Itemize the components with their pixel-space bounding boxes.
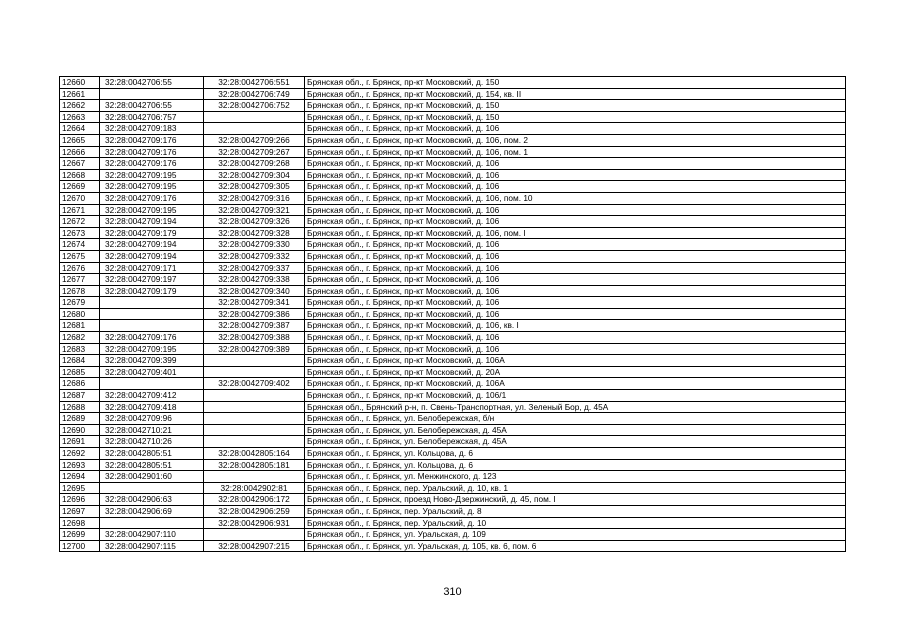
table-row xyxy=(60,239,846,251)
table-row xyxy=(60,471,846,483)
object-number-cell: 32:28:0042709:340 xyxy=(204,285,305,297)
object-number-cell: 32:28:0042805:164 xyxy=(204,448,305,460)
cadastral-number-cell: 32:28:0042906:63 xyxy=(100,494,204,506)
address-cell: Брянская обл., г. Брянск, пр-кт Московский, д. 106, пом. 10 xyxy=(305,192,846,204)
address-cell: Брянская обл., г. Брянск, пер. Уральский, д. 8 xyxy=(305,505,846,517)
row-number-cell: 12697 xyxy=(60,505,100,517)
object-number-cell: 32:28:0042709:386 xyxy=(204,308,305,320)
object-number-cell: 32:28:0042709:326 xyxy=(204,216,305,228)
table-row xyxy=(60,343,846,355)
cadastral-number-cell: 32:28:0042709:194 xyxy=(100,250,204,262)
row-number-cell: 12699 xyxy=(60,529,100,541)
cadastral-number-cell: 32:28:0042709:179 xyxy=(100,227,204,239)
row-number-cell: 12679 xyxy=(60,297,100,309)
table-row xyxy=(60,285,846,297)
cadastral-number-cell: 32:28:0042709:401 xyxy=(100,366,204,378)
row-number-cell: 12682 xyxy=(60,332,100,344)
cadastral-number-cell: 32:28:0042709:183 xyxy=(100,123,204,135)
object-number-cell: 32:28:0042709:268 xyxy=(204,158,305,170)
cadastral-number-cell: 32:28:0042709:176 xyxy=(100,332,204,344)
row-number-cell: 12661 xyxy=(60,88,100,100)
table-row xyxy=(60,216,846,228)
row-number-cell: 12671 xyxy=(60,204,100,216)
object-number-cell: 32:28:0042709:328 xyxy=(204,227,305,239)
table-row xyxy=(60,529,846,541)
object-number-cell: 32:28:0042709:387 xyxy=(204,320,305,332)
table-row xyxy=(60,540,846,552)
cadastral-number-cell: 32:28:0042709:399 xyxy=(100,355,204,367)
row-number-cell: 12675 xyxy=(60,250,100,262)
row-number-cell: 12689 xyxy=(60,413,100,425)
row-number-cell: 12691 xyxy=(60,436,100,448)
address-cell: Брянская обл., г. Брянск, пр-кт Московский, д. 106А xyxy=(305,378,846,390)
cadastral-number-cell: 32:28:0042901:60 xyxy=(100,471,204,483)
address-cell: Брянская обл., г. Брянск, ул. Белобережская, д. 45А xyxy=(305,436,846,448)
object-number-cell: 32:28:0042906:172 xyxy=(204,494,305,506)
object-number-cell: 32:28:0042709:316 xyxy=(204,192,305,204)
cadastral-number-cell: 32:28:0042709:176 xyxy=(100,158,204,170)
table-row xyxy=(60,355,846,367)
address-cell: Брянская обл., г. Брянск, пр-кт Московский, д. 106 xyxy=(305,169,846,181)
table-row xyxy=(60,134,846,146)
cadastral-number-cell: 32:28:0042709:194 xyxy=(100,239,204,251)
address-cell: Брянская обл., г. Брянск, пр-кт Московский, д. 106 xyxy=(305,343,846,355)
cadastral-number-cell xyxy=(100,297,204,309)
table-row xyxy=(60,378,846,390)
table-row xyxy=(60,424,846,436)
table-row xyxy=(60,320,846,332)
address-cell: Брянская обл., г. Брянск, проезд Ново-Дзержинский, д. 45, пом. I xyxy=(305,494,846,506)
address-cell: Брянская обл., г. Брянск, ул. Белобережская, б/н xyxy=(305,413,846,425)
row-number-cell: 12683 xyxy=(60,343,100,355)
cadastral-number-cell xyxy=(100,88,204,100)
row-number-cell: 12677 xyxy=(60,274,100,286)
row-number-cell: 12698 xyxy=(60,517,100,529)
cadastral-number-cell: 32:28:0042710:21 xyxy=(100,424,204,436)
object-number-cell: 32:28:0042709:338 xyxy=(204,274,305,286)
object-number-cell: 32:28:0042709:305 xyxy=(204,181,305,193)
table-row xyxy=(60,158,846,170)
cadastral-number-cell: 32:28:0042709:195 xyxy=(100,169,204,181)
object-number-cell xyxy=(204,471,305,483)
table-row xyxy=(60,227,846,239)
address-cell: Брянская обл., г. Брянск, ул. Уральская, д. 109 xyxy=(305,529,846,541)
table-row xyxy=(60,274,846,286)
address-cell: Брянская обл., г. Брянск, ул. Уральская, д. 105, кв. 6, пом. 6 xyxy=(305,540,846,552)
cadastral-number-cell: 32:28:0042907:115 xyxy=(100,540,204,552)
row-number-cell: 12696 xyxy=(60,494,100,506)
object-number-cell: 32:28:0042706:752 xyxy=(204,100,305,112)
address-cell: Брянская обл., г. Брянск, пр-кт Московский, д. 106А xyxy=(305,355,846,367)
address-cell: Брянская обл., г. Брянск, пр-кт Московский, д. 106 xyxy=(305,308,846,320)
row-number-cell: 12676 xyxy=(60,262,100,274)
cadastral-number-cell: 32:28:0042709:412 xyxy=(100,390,204,402)
table-row xyxy=(60,146,846,158)
address-cell: Брянская обл., г. Брянск, пр-кт Московский, д. 20А xyxy=(305,366,846,378)
row-number-cell: 12662 xyxy=(60,100,100,112)
row-number-cell: 12665 xyxy=(60,134,100,146)
row-number-cell: 12669 xyxy=(60,181,100,193)
address-cell: Брянская обл., г. Брянск, пр-кт Московский, д. 106 xyxy=(305,250,846,262)
object-number-cell: 32:28:0042906:931 xyxy=(204,517,305,529)
row-number-cell: 12667 xyxy=(60,158,100,170)
address-cell: Брянская обл., г. Брянск, пр-кт Московский, д. 106 xyxy=(305,239,846,251)
row-number-cell: 12692 xyxy=(60,448,100,460)
row-number-cell: 12664 xyxy=(60,123,100,135)
row-number-cell: 12687 xyxy=(60,390,100,402)
address-cell: Брянская обл., г. Брянск, пр-кт Московский, д. 106 xyxy=(305,262,846,274)
row-number-cell: 12686 xyxy=(60,378,100,390)
cadastral-number-cell xyxy=(100,517,204,529)
row-number-cell: 12674 xyxy=(60,239,100,251)
document-sheet xyxy=(59,76,846,552)
cadastral-number-cell xyxy=(100,308,204,320)
object-number-cell xyxy=(204,424,305,436)
cadastral-number-cell: 32:28:0042709:197 xyxy=(100,274,204,286)
object-number-cell: 32:28:0042709:330 xyxy=(204,239,305,251)
table-row xyxy=(60,366,846,378)
address-cell: Брянская обл., г. Брянск, пр-кт Московский, д. 150 xyxy=(305,111,846,123)
object-number-cell: 32:28:0042902:81 xyxy=(204,482,305,494)
object-number-cell xyxy=(204,355,305,367)
table-row xyxy=(60,262,846,274)
object-number-cell: 32:28:0042709:337 xyxy=(204,262,305,274)
object-number-cell: 32:28:0042709:388 xyxy=(204,332,305,344)
cadastral-table xyxy=(59,76,846,552)
table-row xyxy=(60,111,846,123)
address-cell: Брянская обл., г. Брянск, пр-кт Московский, д. 106 xyxy=(305,204,846,216)
row-number-cell: 12678 xyxy=(60,285,100,297)
object-number-cell: 32:28:0042709:321 xyxy=(204,204,305,216)
address-cell: Брянская обл., г. Брянск, пер. Уральский, д. 10, кв. 1 xyxy=(305,482,846,494)
address-cell: Брянская обл., г. Брянск, пр-кт Московский, д. 154, кв. II xyxy=(305,88,846,100)
table-row xyxy=(60,169,846,181)
cadastral-number-cell: 32:28:0042709:171 xyxy=(100,262,204,274)
object-number-cell xyxy=(204,390,305,402)
cadastral-number-cell xyxy=(100,378,204,390)
table-row xyxy=(60,413,846,425)
row-number-cell: 12684 xyxy=(60,355,100,367)
address-cell: Брянская обл., г. Брянск, ул. Белобережская, д. 45А xyxy=(305,424,846,436)
table-row xyxy=(60,250,846,262)
cadastral-number-cell xyxy=(100,482,204,494)
table-row xyxy=(60,181,846,193)
cadastral-number-cell: 32:28:0042709:418 xyxy=(100,401,204,413)
object-number-cell: 32:28:0042805:181 xyxy=(204,459,305,471)
object-number-cell: 32:28:0042709:402 xyxy=(204,378,305,390)
table-row xyxy=(60,192,846,204)
cadastral-number-cell: 32:28:0042805:51 xyxy=(100,459,204,471)
object-number-cell xyxy=(204,111,305,123)
row-number-cell: 12680 xyxy=(60,308,100,320)
object-number-cell: 32:28:0042709:341 xyxy=(204,297,305,309)
object-number-cell xyxy=(204,529,305,541)
object-number-cell: 32:28:0042706:749 xyxy=(204,88,305,100)
address-cell: Брянская обл., г. Брянск, пр-кт Московский, д. 106 xyxy=(305,216,846,228)
row-number-cell: 12660 xyxy=(60,77,100,89)
row-number-cell: 12693 xyxy=(60,459,100,471)
cadastral-number-cell: 32:28:0042709:176 xyxy=(100,192,204,204)
address-cell: Брянская обл., г. Брянск, ул. Кольцова, д. 6 xyxy=(305,459,846,471)
address-cell: Брянская обл., г. Брянск, пр-кт Московский, д. 106 xyxy=(305,332,846,344)
object-number-cell: 32:28:0042709:267 xyxy=(204,146,305,158)
cadastral-number-cell: 32:28:0042706:55 xyxy=(100,100,204,112)
cadastral-number-cell: 32:28:0042709:96 xyxy=(100,413,204,425)
cadastral-number-cell: 32:28:0042805:51 xyxy=(100,448,204,460)
object-number-cell: 32:28:0042709:266 xyxy=(204,134,305,146)
row-number-cell: 12690 xyxy=(60,424,100,436)
address-cell: Брянская обл., г. Брянск, пр-кт Московский, д. 106, пом. I xyxy=(305,227,846,239)
table-row xyxy=(60,448,846,460)
cadastral-number-cell: 32:28:0042709:195 xyxy=(100,343,204,355)
table-row xyxy=(60,459,846,471)
address-cell: Брянская обл., г. Брянск, пр-кт Московский, д. 150 xyxy=(305,100,846,112)
address-cell: Брянская обл., Брянский р-н, п. Свень-Транспортная, ул. Зеленый Бор, д. 45А xyxy=(305,401,846,413)
address-cell: Брянская обл., г. Брянск, ул. Кольцова, д. 6 xyxy=(305,448,846,460)
table-row xyxy=(60,204,846,216)
cadastral-number-cell: 32:28:0042709:176 xyxy=(100,146,204,158)
page-number: 310 xyxy=(443,586,462,598)
cadastral-number-cell: 32:28:0042706:55 xyxy=(100,77,204,89)
object-number-cell: 32:28:0042709:304 xyxy=(204,169,305,181)
row-number-cell: 12672 xyxy=(60,216,100,228)
cadastral-number-cell: 32:28:0042710:26 xyxy=(100,436,204,448)
cadastral-number-cell: 32:28:0042709:176 xyxy=(100,134,204,146)
address-cell: Брянская обл., г. Брянск, пр-кт Московский, д. 106 xyxy=(305,297,846,309)
row-number-cell: 12694 xyxy=(60,471,100,483)
cadastral-number-cell: 32:28:0042709:195 xyxy=(100,181,204,193)
object-number-cell xyxy=(204,123,305,135)
row-number-cell: 12673 xyxy=(60,227,100,239)
table-row xyxy=(60,297,846,309)
address-cell: Брянская обл., г. Брянск, пр-кт Московский, д. 106 xyxy=(305,181,846,193)
address-cell: Брянская обл., г. Брянск, пр-кт Московский, д. 150 xyxy=(305,77,846,89)
cadastral-number-cell: 32:28:0042706:757 xyxy=(100,111,204,123)
address-cell: Брянская обл., г. Брянск, ул. Менжинского, д. 123 xyxy=(305,471,846,483)
address-cell: Брянская обл., г. Брянск, пр-кт Московский, д. 106 xyxy=(305,274,846,286)
object-number-cell xyxy=(204,413,305,425)
table-row xyxy=(60,401,846,413)
row-number-cell: 12681 xyxy=(60,320,100,332)
row-number-cell: 12685 xyxy=(60,366,100,378)
row-number-cell: 12688 xyxy=(60,401,100,413)
address-cell: Брянская обл., г. Брянск, пр-кт Московский, д. 106, кв. I xyxy=(305,320,846,332)
address-cell: Брянская обл., г. Брянск, пр-кт Московский, д. 106, пом. 2 xyxy=(305,134,846,146)
address-cell: Брянская обл., г. Брянск, пр-кт Московский, д. 106, пом. 1 xyxy=(305,146,846,158)
address-cell: Брянская обл., г. Брянск, пр-кт Московский, д. 106 xyxy=(305,285,846,297)
cadastral-number-cell: 32:28:0042709:195 xyxy=(100,204,204,216)
cadastral-number-cell: 32:28:0042907:110 xyxy=(100,529,204,541)
object-number-cell: 32:28:0042706:551 xyxy=(204,77,305,89)
table-row xyxy=(60,123,846,135)
object-number-cell xyxy=(204,401,305,413)
table-row xyxy=(60,494,846,506)
row-number-cell: 12700 xyxy=(60,540,100,552)
object-number-cell xyxy=(204,436,305,448)
table-row xyxy=(60,390,846,402)
object-number-cell xyxy=(204,366,305,378)
cadastral-number-cell: 32:28:0042709:194 xyxy=(100,216,204,228)
table-row xyxy=(60,332,846,344)
object-number-cell: 32:28:0042907:215 xyxy=(204,540,305,552)
table-row xyxy=(60,505,846,517)
object-number-cell: 32:28:0042709:332 xyxy=(204,250,305,262)
cadastral-number-cell: 32:28:0042709:179 xyxy=(100,285,204,297)
address-cell: Брянская обл., г. Брянск, пр-кт Московский, д. 106 xyxy=(305,158,846,170)
cadastral-number-cell xyxy=(100,320,204,332)
row-number-cell: 12670 xyxy=(60,192,100,204)
table-body xyxy=(60,77,846,552)
table-row xyxy=(60,436,846,448)
object-number-cell: 32:28:0042709:389 xyxy=(204,343,305,355)
table-row xyxy=(60,308,846,320)
table-row xyxy=(60,482,846,494)
address-cell: Брянская обл., г. Брянск, пр-кт Московский, д. 106 xyxy=(305,123,846,135)
address-cell: Брянская обл., г. Брянск, пр-кт Московский, д. 106/1 xyxy=(305,390,846,402)
row-number-cell: 12668 xyxy=(60,169,100,181)
table-row xyxy=(60,77,846,89)
address-cell: Брянская обл., г. Брянск, пер. Уральский, д. 10 xyxy=(305,517,846,529)
row-number-cell: 12695 xyxy=(60,482,100,494)
table-row xyxy=(60,517,846,529)
table-row xyxy=(60,100,846,112)
object-number-cell: 32:28:0042906:259 xyxy=(204,505,305,517)
row-number-cell: 12663 xyxy=(60,111,100,123)
table-row xyxy=(60,88,846,100)
row-number-cell: 12666 xyxy=(60,146,100,158)
cadastral-number-cell: 32:28:0042906:69 xyxy=(100,505,204,517)
